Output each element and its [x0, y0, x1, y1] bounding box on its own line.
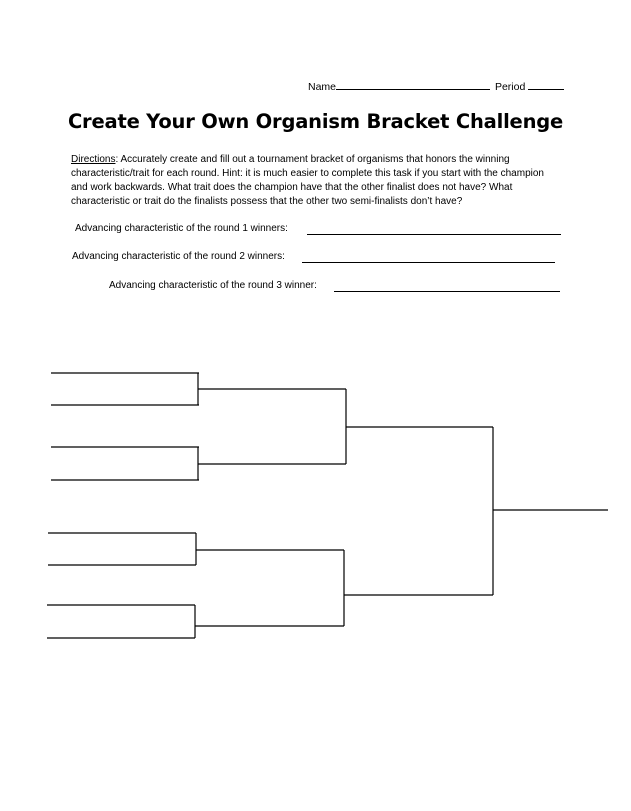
directions-label: Directions [71, 154, 116, 165]
round-1-prompt-label: Advancing characteristic of the round 1 winners: [75, 223, 288, 234]
name-label: Name [308, 81, 337, 93]
round-2-prompt-label: Advancing characteristic of the round 2 winners: [72, 251, 285, 262]
page-title: Create Your Own Organism Bracket Challenge [67, 110, 564, 133]
round-3-prompt-label: Advancing characteristic of the round 3 winner: [109, 280, 317, 291]
directions-text: : Accurately create and fill out a tournament bracket of organisms that honors the winning characteristic/trait for each round. Hint: it is much easier to complete this task if you start with the champion and work backwards. What trait does the champion have that the other finalist does not have? What characteristic or trait do the finalists possess that the other two semi-finalists don’t have? [71, 154, 544, 207]
period-label: Period [494, 81, 526, 93]
